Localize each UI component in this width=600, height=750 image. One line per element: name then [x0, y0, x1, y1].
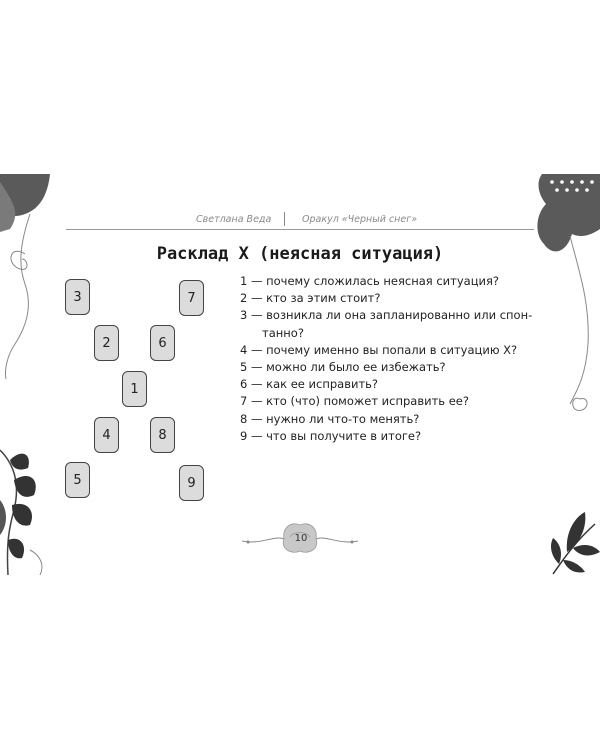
- spread-card-8: 8: [150, 417, 175, 453]
- spread-card-4: 4: [94, 417, 119, 453]
- page-title: Расклад Х (неясная ситуация): [156, 244, 444, 264]
- list-item: 3 — возникла ли она запланированно или спон-: [240, 308, 533, 323]
- header-separator: [284, 212, 285, 226]
- list-item: 9 — что вы получите в итоге?: [240, 428, 422, 443]
- spread-card-5: 5: [65, 462, 90, 498]
- list-item: 8 — нужно ли что-то менять?: [240, 411, 420, 426]
- list-item: 1 — почему сложилась неясная ситуация?: [240, 274, 500, 288]
- list-item: 4 — почему именно вы попали в ситуацию Х?: [240, 342, 518, 357]
- list-item: 5 — можно ли было ее избежать?: [240, 360, 446, 375]
- leaves-bottom-left-ornament: [0, 440, 60, 580]
- spread-card-1: 1: [122, 371, 147, 407]
- header-author: Светлана Веда: [196, 214, 272, 225]
- running-header: [66, 212, 534, 230]
- page-number: 10: [294, 532, 308, 544]
- list-item: 7 — кто (что) поможет исправить ее?: [240, 394, 469, 409]
- question-list: [240, 273, 540, 445]
- flower-top-right-ornament: [530, 174, 600, 414]
- spread-card-7: 7: [179, 280, 204, 316]
- header-book-title: Оракул «Черный снег»: [302, 214, 418, 225]
- spread-card-2: 2: [94, 325, 119, 361]
- list-item: 2 — кто за этим стоит?: [240, 291, 381, 306]
- list-item: 6 — как ее исправить?: [240, 377, 379, 392]
- flower-top-left-ornament: [0, 174, 70, 384]
- spread-card-9: 9: [179, 465, 204, 501]
- spread-card-6: 6: [150, 325, 175, 361]
- leaves-bottom-right-ornament: [545, 512, 600, 577]
- spread-card-3: 3: [65, 279, 90, 315]
- header-rule: [66, 229, 534, 230]
- list-item-continuation: танно?: [262, 325, 304, 340]
